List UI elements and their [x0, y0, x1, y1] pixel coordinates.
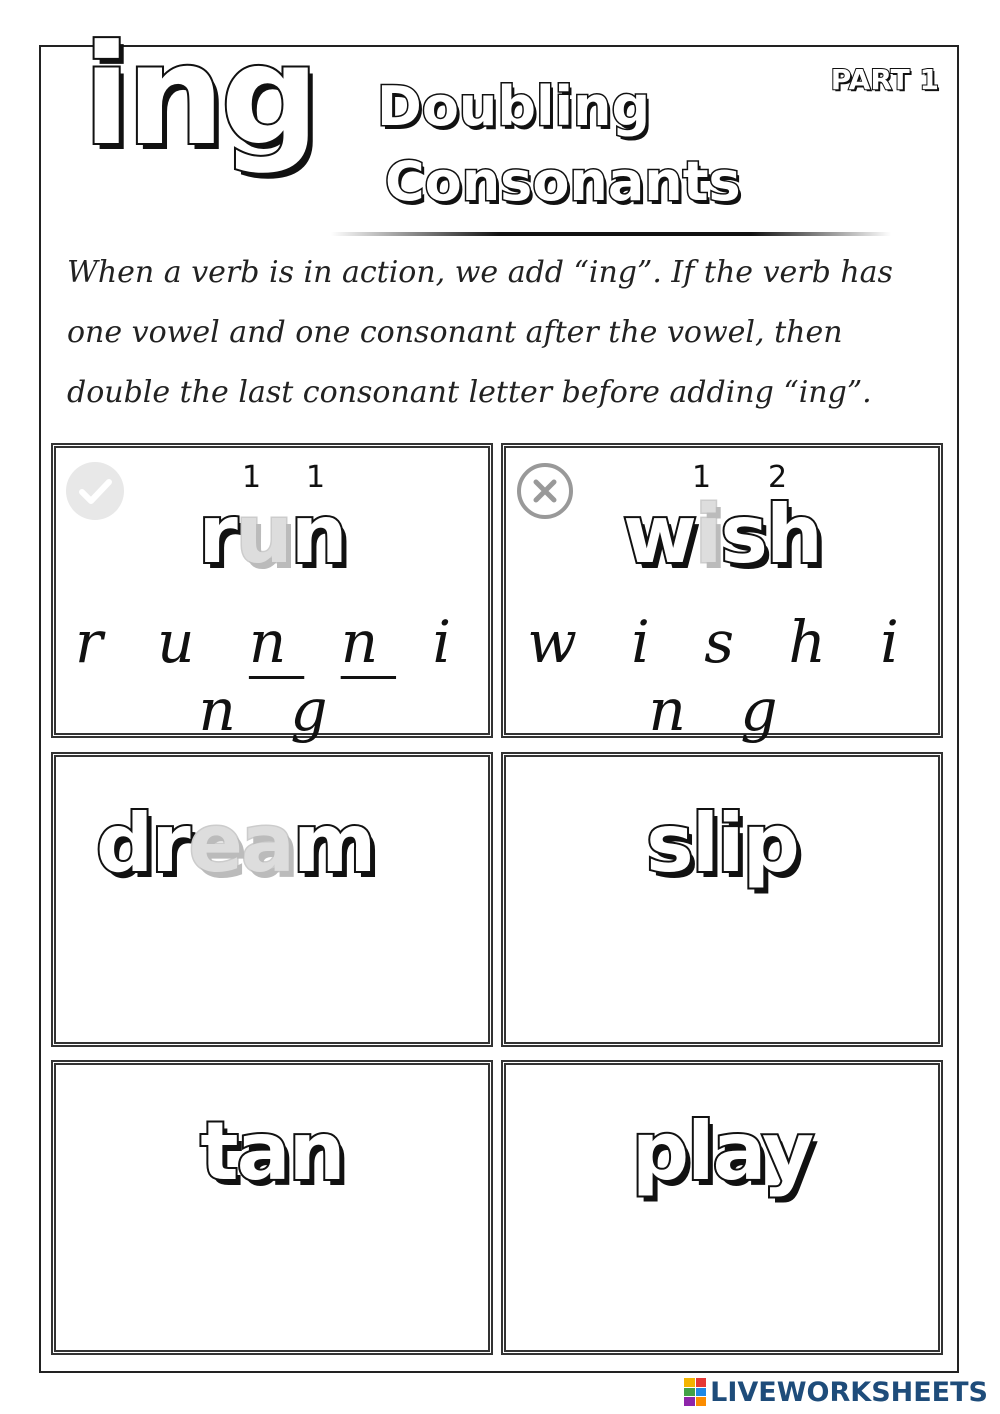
- card-wish: [501, 443, 943, 744]
- liveworksheets-brand[interactable]: [684, 1374, 988, 1410]
- consonant-count: 2: [768, 460, 788, 495]
- card-dream: [51, 752, 493, 1047]
- vowel-count: 1: [242, 460, 262, 495]
- word-vowel: i: [694, 488, 721, 581]
- word-slip: slip: [646, 797, 798, 890]
- logo-cell: [684, 1388, 695, 1397]
- card-slip: [501, 752, 943, 1047]
- title-doubling: Doubling: [377, 75, 651, 138]
- worksheet-page: [39, 15, 959, 1373]
- ing-title: ing: [83, 15, 316, 176]
- word-vowel: u: [235, 488, 291, 581]
- logo-cell: [696, 1378, 707, 1387]
- brand-name: LIVEWORKSHEETS: [710, 1376, 988, 1408]
- liveworksheets-logo-icon: [684, 1378, 706, 1406]
- vowel-count: 1: [692, 460, 712, 495]
- logo-cell: [684, 1397, 695, 1406]
- word-dream: [96, 797, 488, 890]
- logo-cell: [696, 1388, 707, 1397]
- word-tan: tan: [200, 1105, 344, 1198]
- logo-cell: [684, 1378, 695, 1387]
- card-play: [501, 1060, 943, 1355]
- word-play: play: [631, 1105, 813, 1198]
- answer-part: [304, 608, 340, 676]
- instructions-text: When a verb is in action, we add “ing”. If the verb has one vowel and one consonant after the vowel, then double the last consonant letter before adding “ing”.: [67, 255, 893, 410]
- word-vowel: ea: [188, 797, 293, 890]
- consonant-count: 1: [306, 460, 326, 495]
- answer-part: i n g: [198, 608, 470, 744]
- doubled-letter: n: [248, 608, 305, 676]
- card-run: [51, 443, 493, 744]
- part-label: PART 1: [830, 63, 939, 96]
- logo-cell: [696, 1397, 707, 1406]
- doubled-letter: n: [340, 608, 397, 676]
- card-tan: [51, 1060, 493, 1355]
- word-letter: dr: [96, 797, 189, 890]
- answer-wishing[interactable]: w i s h i n g: [527, 608, 917, 744]
- title-consonants: Consonants: [385, 150, 741, 213]
- word-letter: r: [198, 488, 236, 581]
- word-letter: n: [290, 488, 346, 581]
- word-wish: [506, 488, 938, 581]
- word-letter: w: [623, 488, 695, 581]
- answer-part: r u: [74, 608, 249, 676]
- word-letter: sh: [720, 488, 821, 581]
- answer-running[interactable]: [56, 608, 488, 744]
- word-run: [56, 488, 488, 581]
- title-divider: [331, 232, 891, 236]
- word-letter: m: [292, 797, 375, 890]
